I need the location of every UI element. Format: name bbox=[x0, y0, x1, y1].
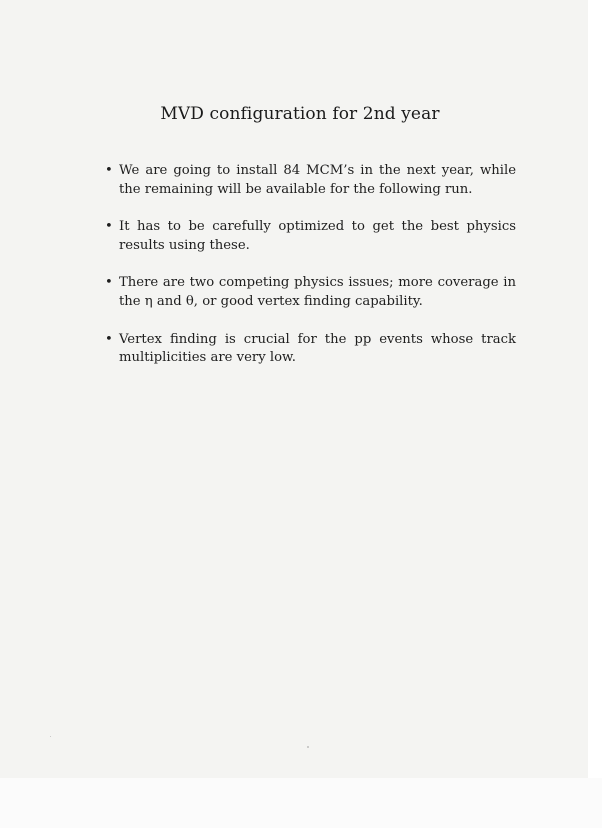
bullet-text: There are two competing physics issues; more coverage in the η and θ, or good vertex finding capability. bbox=[119, 275, 516, 309]
bullet-marker: • bbox=[105, 275, 113, 291]
bullet-marker: • bbox=[105, 331, 113, 347]
page-edge bbox=[588, 0, 602, 828]
list-item bbox=[104, 218, 516, 255]
list-item bbox=[104, 162, 516, 199]
page-title: MVD configuration for 2nd year bbox=[160, 104, 440, 124]
list-item bbox=[104, 274, 516, 311]
bullet-marker: • bbox=[105, 163, 113, 178]
list-item bbox=[104, 331, 516, 368]
page-bottom-edge bbox=[0, 778, 602, 828]
scan-speck bbox=[50, 736, 51, 737]
bullet-marker: • bbox=[105, 219, 113, 235]
bullet-text: Vertex finding is crucial for the pp events whose track multiplicities are very low. bbox=[119, 331, 516, 366]
bullet-text: It has to be carefully optimized to get the best physics results using these. bbox=[119, 219, 516, 253]
bullet-text: We are going to install 84 MCM’s in the next year, while the remaining will be available for the following run. bbox=[119, 163, 516, 197]
scan-speck bbox=[307, 746, 309, 748]
bullet-list bbox=[104, 162, 516, 387]
